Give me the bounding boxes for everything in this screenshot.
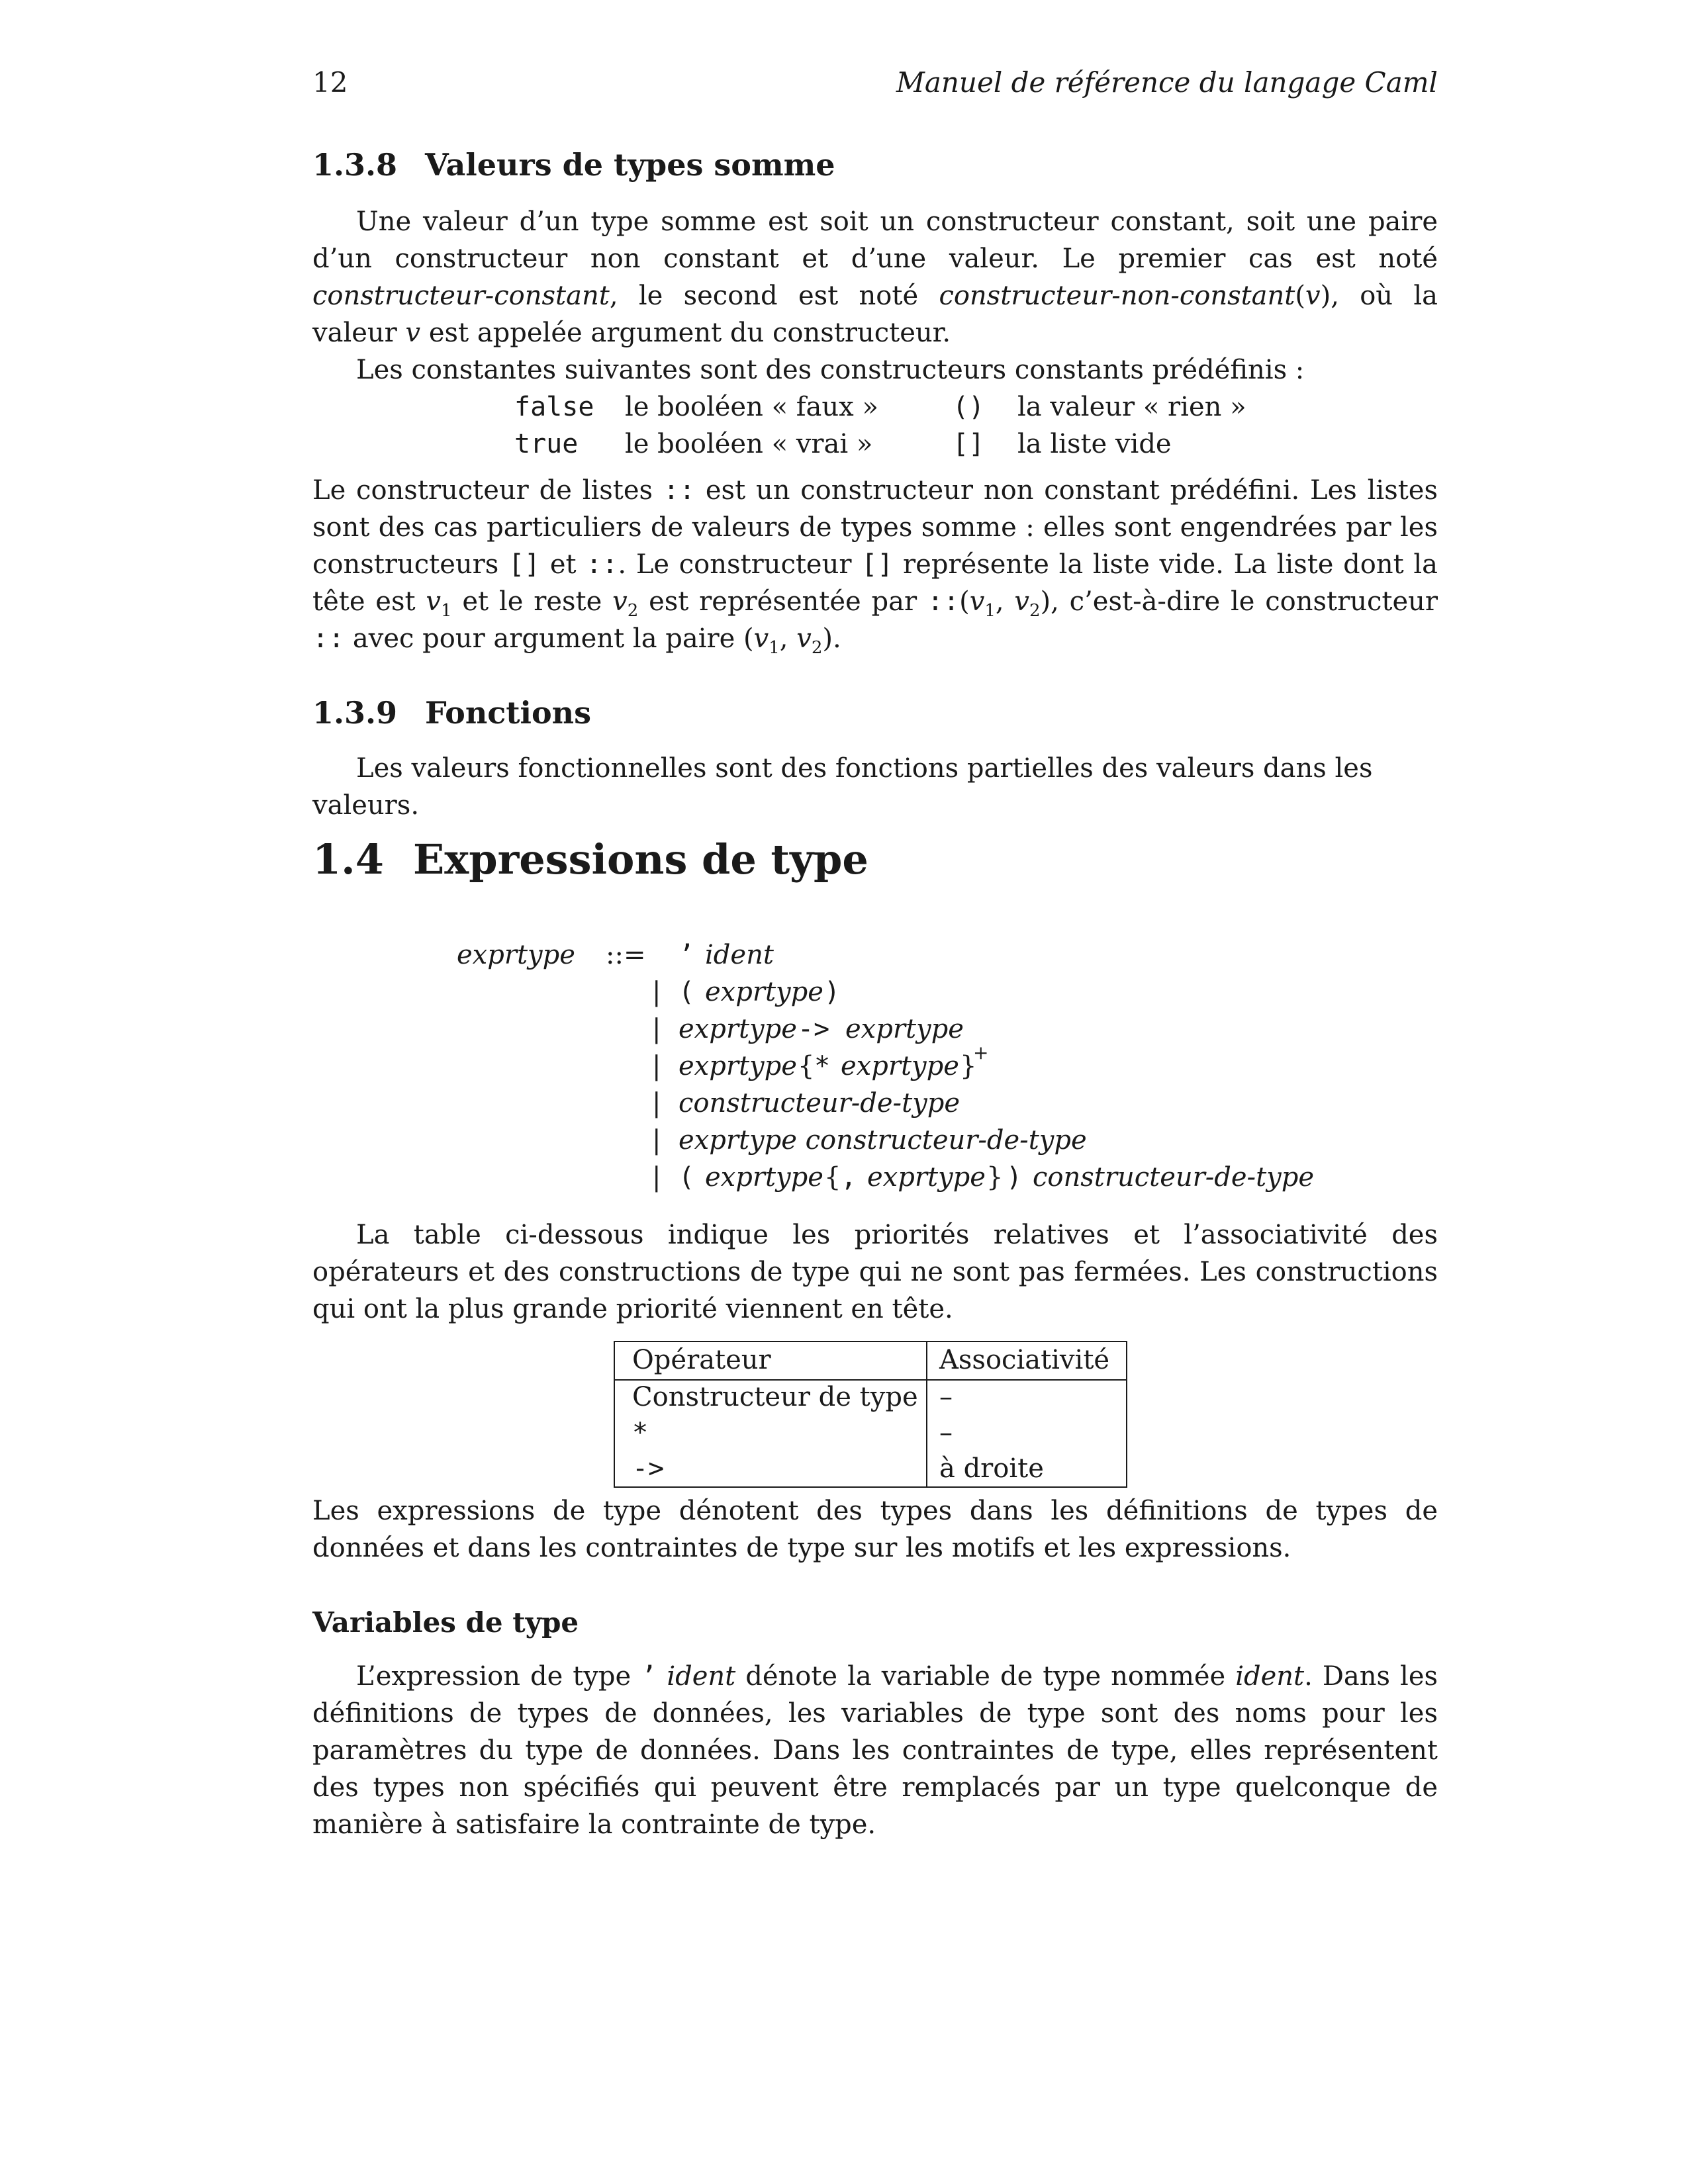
grammar-bar: | [652, 1162, 661, 1193]
section-title: Valeurs de types somme [425, 147, 835, 183]
code: :: [927, 586, 960, 617]
subsection-heading-type-variables: Variables de type [312, 1606, 579, 1639]
paragraph-sum-values [312, 203, 1438, 351]
text: et [540, 549, 586, 580]
text: Le constructeur de listes [312, 475, 663, 506]
grammar-nonterminal: exprtype constructeur-de-type [679, 1125, 1087, 1156]
section-number: 1.3.8 [312, 147, 398, 183]
grammar-meta: } [960, 1051, 977, 1081]
grammar-rule [457, 940, 1383, 977]
code: :: [586, 549, 618, 580]
text: avec pour argument la paire ( [344, 623, 754, 654]
grammar-nonterminal: constructeur-de-type [679, 1088, 961, 1118]
text: est un constructeur non constant prédéfini. Les listes sont des cas particuliers de valeurs de types somme : elles sont engendrées par les constructeurs [312, 475, 1438, 580]
paragraph-type-variables [312, 1658, 1438, 1843]
subscript: 1 [769, 638, 780, 658]
grammar-bar: | [652, 1125, 661, 1156]
grammar-rule [457, 1125, 1383, 1162]
grammar-nonterminal: ident [705, 940, 774, 970]
grammar-token: * [814, 1051, 831, 1081]
text: Une valeur d’un type somme est soit un constructeur constant, soit une paire d’un constructeur non constant et d’une valeur. Le premier cas est noté [312, 206, 1438, 274]
grammar-token: ’ [679, 940, 695, 970]
constants-table [514, 392, 1246, 466]
grammar-nonterminal: exprtype [679, 1014, 797, 1044]
term: constructeur-constant [312, 281, 610, 311]
grammar-token: , [841, 1162, 857, 1193]
table-cell-operator: -> [632, 1453, 665, 1484]
precedence-table [614, 1341, 1127, 1488]
table-cell-operator: Constructeur de type [632, 1382, 918, 1412]
text: est représentée par [638, 586, 927, 617]
constant-desc: la valeur « rien » [1017, 392, 1246, 422]
math-var: v [405, 318, 421, 348]
grammar-bar: | [652, 977, 661, 1007]
table-column-divider [926, 1342, 927, 1486]
grammar-nonterminal: constructeur-de-type [1033, 1162, 1315, 1193]
grammar-token: ( [679, 1162, 695, 1193]
constant-code: () [953, 392, 985, 422]
text: ). [822, 623, 841, 654]
section-heading-1-3-8 [312, 147, 1438, 183]
text: , [779, 623, 797, 654]
grammar-nonterminal: exprtype [867, 1162, 986, 1193]
code: :: [312, 623, 345, 654]
grammar-def: ::= [606, 940, 646, 970]
grammar-nonterminal: exprtype [841, 1051, 959, 1081]
text: , le second est noté [609, 281, 939, 311]
page-number: 12 [312, 66, 348, 99]
text: et le reste [451, 586, 613, 617]
math-var: v [969, 586, 985, 617]
table-header-operator: Opérateur [632, 1345, 771, 1375]
section-number: 1.3.9 [312, 695, 398, 731]
text: ), c’est-à-dire le constructeur [1040, 586, 1438, 617]
paragraph-type-expressions: Les expressions de type dénotent des types dans les définitions de types de données et dans les contraintes de type sur les motifs et les expressions. [312, 1496, 1438, 1563]
table-cell-operator: * [632, 1418, 649, 1448]
section-heading-1-3-9 [312, 695, 1438, 731]
table-cell-associativity: – [939, 1382, 953, 1412]
grammar-meta: { [798, 1051, 815, 1081]
grammar-lhs: exprtype [457, 940, 575, 970]
constant-code: [] [953, 429, 985, 459]
text: . Le constructeur [618, 549, 862, 580]
grammar-rule [457, 977, 1383, 1014]
table-header-divider [615, 1379, 1126, 1381]
math-var: v [612, 586, 628, 617]
grammar-nonterminal: exprtype [679, 1051, 797, 1081]
constant-code: false [514, 392, 594, 422]
math-var: v [426, 586, 442, 617]
text: ), où la valeur [312, 281, 1438, 348]
grammar-rule [457, 1042, 1383, 1088]
constant-desc: le booléen « faux » [625, 392, 878, 422]
paragraph-functions: Les valeurs fonctionnelles sont des fonctions partielles des valeurs dans les valeurs. [312, 753, 1373, 821]
grammar-token: -> [798, 1014, 830, 1044]
subscript: 1 [984, 601, 996, 621]
grammar-meta: { [824, 1162, 841, 1193]
subscript: 2 [811, 638, 823, 658]
code: ’ [641, 1661, 657, 1692]
code: [] [508, 549, 541, 580]
constant-desc: la liste vide [1017, 429, 1172, 459]
paragraph-precedence-intro: La table ci-dessous indique les priorités relatives et l’associativité des opérateurs et des constructions de type qui ne sont pas fermées. Les constructions qui ont la plus grande priorité viennent en tête. [312, 1220, 1438, 1324]
math-var: v [1014, 586, 1029, 617]
text: dénote la variable de type nommée [735, 1661, 1236, 1692]
document-page [312, 0, 1438, 2184]
constant-code: true [514, 429, 579, 459]
grammar-bar: | [652, 1014, 661, 1044]
math-var: v [1305, 281, 1321, 311]
term: constructeur-non-constant [939, 281, 1295, 311]
grammar-rule [457, 1088, 1383, 1125]
section-number: 1.4 [312, 835, 384, 884]
paragraph-list-constructor [312, 472, 1438, 657]
grammar-bar: | [652, 1088, 661, 1118]
math-var: v [753, 623, 769, 654]
code: :: [663, 475, 696, 506]
table-cell-associativity: – [939, 1418, 953, 1448]
grammar-bar: | [652, 1051, 661, 1081]
grammar-token: ) [1006, 1162, 1023, 1193]
grammar-token: ) [824, 977, 841, 1007]
paragraph-constants-intro: Les constantes suivantes sont des constructeurs constants prédéfinis : [356, 355, 1305, 385]
text: ( [1295, 281, 1305, 311]
term: ident [667, 1661, 736, 1692]
text: représente la liste vide. La liste dont la tête est [312, 549, 1438, 617]
section-heading-1-4 [312, 835, 1438, 884]
term: ident [1235, 1661, 1305, 1692]
table-cell-associativity: à droite [939, 1453, 1044, 1484]
text: , [995, 586, 1015, 617]
grammar-rule [457, 1014, 1383, 1051]
grammar-meta: } [986, 1162, 1004, 1193]
grammar-meta: + [973, 1042, 989, 1064]
constant-desc: le booléen « vrai » [625, 429, 873, 459]
table-header-associativity: Associativité [939, 1345, 1110, 1375]
grammar-token: ( [679, 977, 695, 1007]
grammar-nonterminal: exprtype [705, 977, 823, 1007]
subscript: 2 [627, 601, 639, 621]
subscript: 1 [441, 601, 452, 621]
section-title: Fonctions [425, 695, 592, 731]
section-title: Expressions de type [413, 835, 868, 884]
code: [] [861, 549, 894, 580]
grammar-rule [457, 1162, 1383, 1199]
grammar-nonterminal: exprtype [705, 1162, 823, 1193]
running-title: Manuel de référence du langage Caml [896, 66, 1438, 99]
text: L’expression de type [356, 1661, 641, 1692]
grammar-nonterminal: exprtype [845, 1014, 964, 1044]
text: est appelée argument du constructeur. [420, 318, 951, 348]
math-var: v [796, 623, 812, 654]
page-header [312, 66, 1438, 106]
text: . Dans les définitions de types de données, les variables de type sont des noms pour les paramètres du type de données. Dans les contraintes de type, elles représentent des types non spécifiés qui peuvent être remplacés par un type quelconque de manière à satisfaire la contrainte de type. [312, 1661, 1438, 1840]
subscript: 2 [1029, 601, 1041, 621]
text: ( [959, 586, 970, 617]
